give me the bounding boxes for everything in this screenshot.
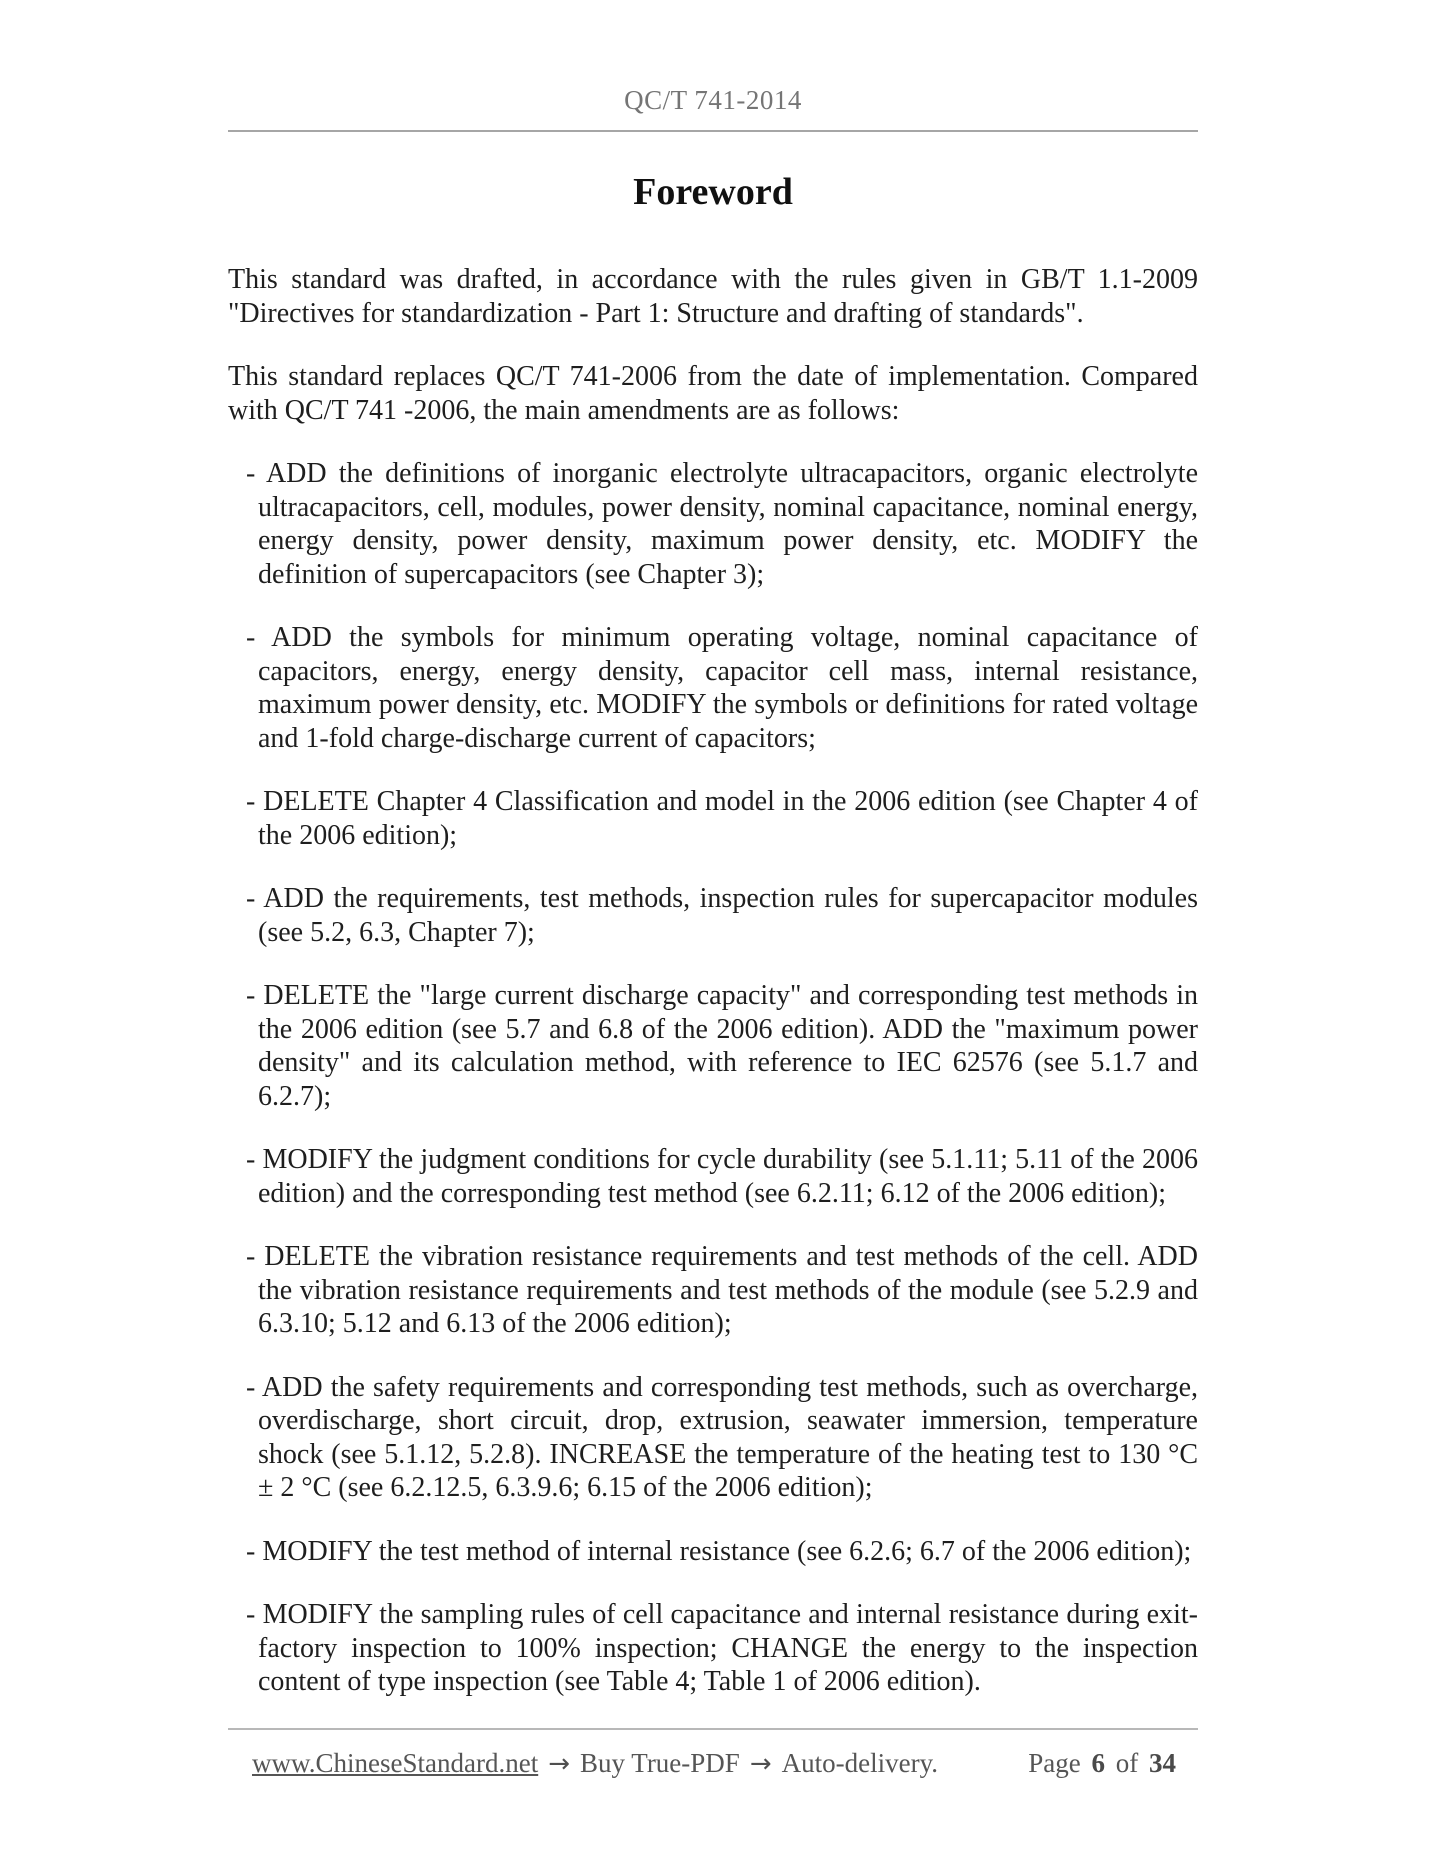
- amendment-item: - ADD the safety requirements and corresponding test methods, such as overcharge, overdischarge, short circuit, drop, extrusion, seawater immersion, temperature shock (see 5.1.12, 5.2.8). INCREASE the temperature of the heating test to 130 °C ± 2 °C (see 6.2.12.5, 6.3.9.6; 6.15 of the 2006 edition);: [246, 1371, 1198, 1503]
- header-rule: [228, 130, 1198, 132]
- page-total: 34: [1149, 1748, 1176, 1778]
- amendment-item: - DELETE the "large current discharge capacity" and corresponding test methods in the 2006 edition (see 5.7 and 6.8 of the 2006 edition). ADD the "maximum power density" and its calculation method, with reference to IEC 62576 (see 5.1.7 and 6.2.7);: [246, 980, 1198, 1112]
- paragraph-replaces: This standard replaces QC/T 741-2006 from the date of implementation. Compared with QC/T 741 -2006, the main amendments are as follows:: [228, 361, 1198, 426]
- amendment-item: - MODIFY the sampling rules of cell capacitance and internal resistance during exit-factory inspection to 100% inspection; CHANGE the energy to the inspection content of type inspection (see Table 4; Table 1 of 2006 edition).: [246, 1599, 1198, 1697]
- amendment-item: - ADD the symbols for minimum operating voltage, nominal capacitance of capacitors, energy, energy density, capacitor cell mass, internal resistance, maximum power density, etc. MODIFY the symbols or definitions for rated voltage and 1-fold charge-discharge current of capacitors;: [246, 622, 1198, 754]
- foreword-content: [228, 263, 1198, 1699]
- amendment-item: - DELETE the vibration resistance requirements and test methods of the cell. ADD the vibration resistance requirements and test methods of the module (see 5.2.9 and 6.3.10; 5.12 and 6.13 of the 2006 edition);: [246, 1241, 1198, 1339]
- amendment-item: - MODIFY the test method of internal resistance (see 6.2.6; 6.7 of the 2006 edition);: [246, 1535, 1192, 1567]
- page-current: 6: [1091, 1748, 1105, 1778]
- amendment-item: - MODIFY the judgment conditions for cycle durability (see 5.1.11; 5.11 of the 2006 edition) and the corresponding test method (see 6.2.11; 6.12 of the 2006 edition);: [246, 1144, 1198, 1209]
- footer-rule: [228, 1728, 1198, 1730]
- footer-delivery-text: Auto-delivery.: [781, 1748, 939, 1778]
- footer-buy-text: Buy True-PDF: [580, 1748, 740, 1778]
- amendment-item: - DELETE Chapter 4 Classification and model in the 2006 edition (see Chapter 4 of the 2006 edition);: [246, 786, 1198, 851]
- of-label: of: [1115, 1748, 1139, 1778]
- amendment-item: - ADD the definitions of inorganic electrolyte ultracapacitors, organic electrolyte ultracapacitors, cell, modules, power density, nominal capacitance, nominal energy, energy density, power density, maximum power density, etc. MODIFY the definition of supercapacitors (see Chapter 3);: [246, 458, 1198, 590]
- page-title: Foreword: [633, 171, 793, 213]
- paragraph-intro: This standard was drafted, in accordance with the rules given in GB/T 1.1-2009 "Directives for standardization - Part 1: Structure and drafting of standards".: [228, 264, 1198, 329]
- doc-number: QC/T 741-2014: [624, 85, 802, 115]
- page-label: Page: [1028, 1748, 1081, 1778]
- arrow-right-icon: →: [749, 1749, 772, 1779]
- footer-left: [252, 1748, 938, 1779]
- amendment-item: - ADD the requirements, test methods, inspection rules for supercapacitor modules (see 5.2, 6.3, Chapter 7);: [246, 883, 1198, 948]
- arrow-right-icon: →: [548, 1749, 570, 1779]
- page-counter: [1028, 1748, 1176, 1779]
- footer-link[interactable]: www.ChineseStandard.net: [252, 1748, 539, 1778]
